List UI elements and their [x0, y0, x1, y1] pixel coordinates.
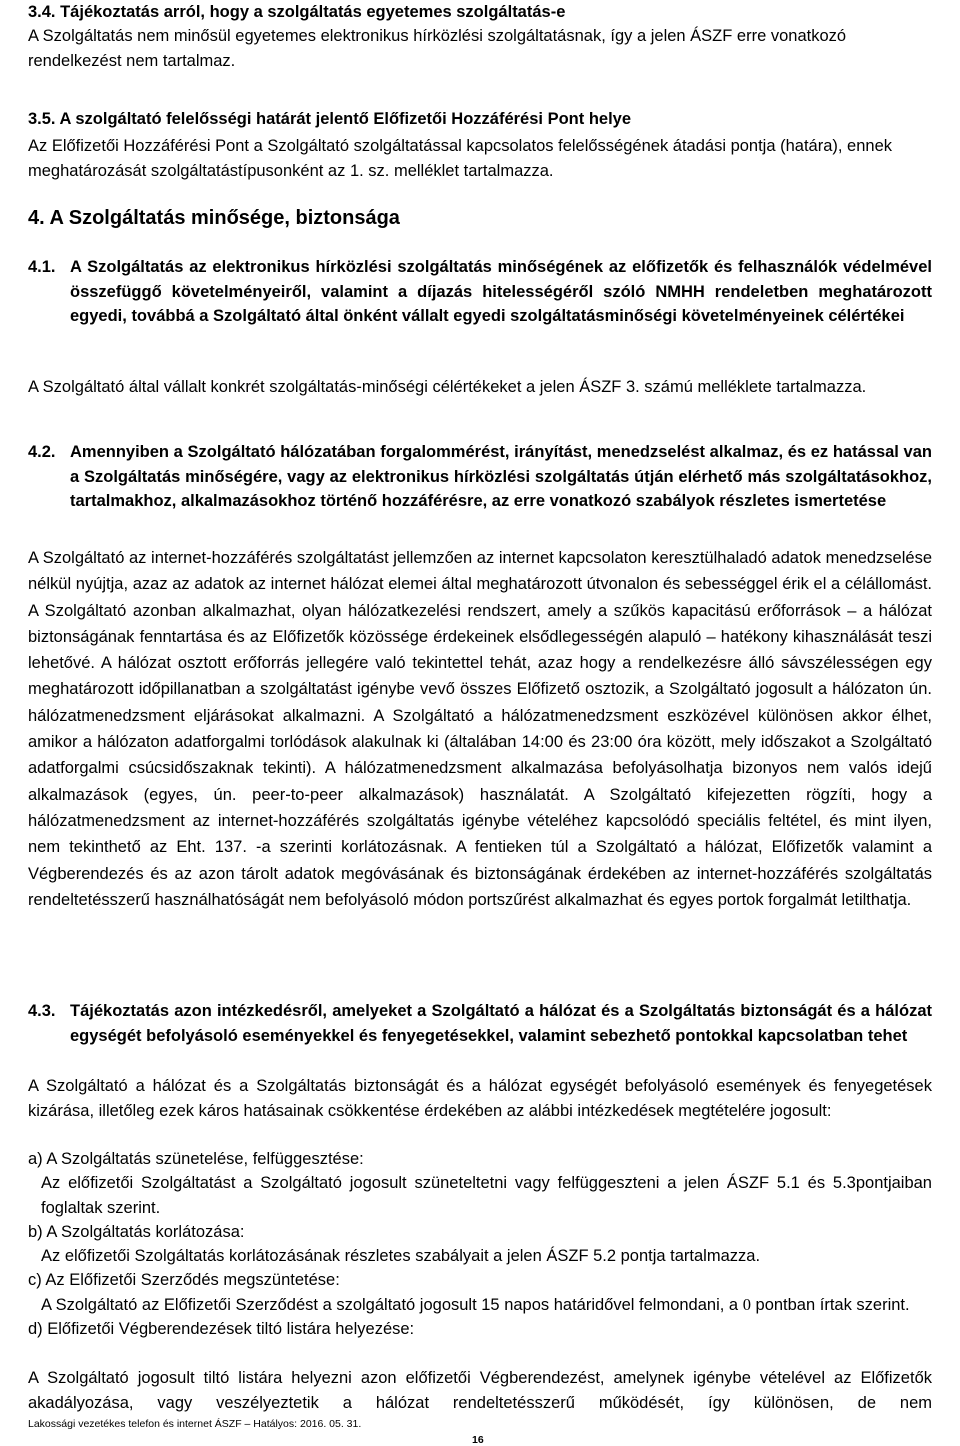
- section-4-2-title: Amennyiben a Szolgáltató hálózatában forgalommérést, irányítást, menedzselést alkalmaz, és ez hatással van a Szolgáltatás minőségére, vagy az elektronikus hírközlési szolgáltatás útján elérhető más szolgáltatásokhoz, tartalmakhoz, alkalmazásokhoz történő hozzáférésre, az erre vonatkozó szabályok részletes ismertetése: [70, 443, 932, 510]
- item-b-text: Az előfizetői Szolgáltatás korlátozásának részletes szabályait a jelen ÁSZF 5.2 pontja tartalmazza.: [41, 1247, 761, 1265]
- section-3-5-heading: 3.5. A szolgáltató felelősségi határát jelentő Előfizetői Hozzáférési Pont helye: [28, 110, 632, 128]
- section-4-1-body: A Szolgáltató által vállalt konkrét szolgáltatás-minőségi célértékeket a jelen ÁSZF 3. számú melléklete tartalmazza.: [28, 378, 867, 396]
- section-4-1-heading: [28, 255, 932, 329]
- item-b-label: b) A Szolgáltatás korlátozása:: [28, 1223, 245, 1241]
- footer-text: Lakossági vezetékes telefon és internet ÁSZF – Hatályos: 2016. 05. 31.: [28, 1418, 362, 1430]
- section-4-2-number: 4.2.: [28, 443, 56, 461]
- section-3-4-heading: 3.4. Tájékoztatás arról, hogy a szolgáltatás egyetemes szolgáltatás-e: [28, 3, 566, 21]
- section-4-3-title: Tájékoztatás azon intézkedésről, amelyeket a Szolgáltató a hálózat és a Szolgáltatás biztonságát és a hálózat egységét befolyásoló eseményekkel és fenyegetésekkel, valamint sebezhető pontokkal kapcsolatban tehet: [70, 1002, 932, 1045]
- item-c-label: c) Az Előfizetői Szerződés megszüntetése:: [28, 1271, 340, 1289]
- item-c-text-end: pontban írtak szerint.: [750, 1296, 910, 1314]
- section-4-3-heading: [28, 999, 932, 1048]
- section-4-2-heading: [28, 440, 932, 514]
- section-4-3-number: 4.3.: [28, 1002, 56, 1020]
- page-number: 16: [472, 1434, 484, 1446]
- section-4-3-body: A Szolgáltató a hálózat és a Szolgáltatás biztonságát és a hálózat egységét befolyásoló események és fenyegetések kizárása, illetőleg ezek káros hatásainak csökkentése érdekében az alábbi intézkedések megtételére jogosult:: [28, 1077, 932, 1120]
- section-3-5-body: Az Előfizetői Hozzáférési Pont a Szolgáltató szolgáltatással kapcsolatos felelősségének átadási pontja (határa), ennek meghatározását szolgáltatástípusonként az 1. sz. melléklet tartalmazza.: [28, 137, 893, 180]
- item-a-label: a) A Szolgáltatás szünetelése, felfüggesztése:: [28, 1150, 364, 1168]
- item-c-text-start: A Szolgáltató az Előfizetői Szerződést a szolgáltató jogosult 15 napos határidővel felmondani, a: [41, 1296, 743, 1314]
- section-3-4-body: A Szolgáltatás nem minősül egyetemes elektronikus hírközlési szolgáltatásnak, így a jelen ÁSZF erre vonatkozó rendelkezést nem tartalmaz.: [28, 27, 847, 70]
- item-c-text: [28, 1293, 932, 1318]
- section-4-heading: 4. A Szolgáltatás minősége, biztonsága: [28, 207, 400, 229]
- section-4-1-title: A Szolgáltatás az elektronikus hírközlési szolgáltatás minőségének az előfizetők és felhasználók védelmével összefüggő követelményeiről, valamint a díjazás hitelességéről szóló NMHH rendeletben meghatározott egyedi, továbbá a Szolgáltató által önként vállalt egyedi szolgáltatásminőségi követelményeinek célértékei: [70, 258, 932, 325]
- item-d-label: d) Előfizetői Végberendezések tiltó listára helyezése:: [28, 1320, 415, 1338]
- section-4-1-number: 4.1.: [28, 258, 56, 276]
- item-a-text: Az előfizetői Szolgáltatást a Szolgáltató jogosult szüneteltetni vagy felfüggeszteni a jelen ÁSZF 5.1 és 5.3pontjaiban foglaltak szerint.: [41, 1174, 932, 1217]
- section-4-2-body: A Szolgáltató az internet-hozzáférés szolgáltatást jellemzően az internet kapcsolaton keresztülhaladó adatok menedzselése nélkül nyújtja, azaz az adatok az internet hálózat elemei által meghatározott útvonalon és sebességgel érik el a célállomást. A Szolgáltató azonban alkalmazhat, olyan hálózatkezelési rendszert, amely a szűkös kapacitású erőforrások – a hálózat biztonságának fenntartása és az Előfizetők közössége érdekeinek elsődlegességén alapuló – hatékony kihasználását teszi lehetővé. A hálózat osztott erőforrás jellegére való tekintettel tehát, azaz hogy a rendelkezésre álló sávszélességen egy meghatározott időpillanatban a szolgáltatást igénybe vevő összes Előfizető osztozik, a Szolgáltató jogosult a hálózaton ún. hálózatmenedzsment eljárásokat alkalmazni. A Szolgáltató a hálózatmenedzsment eszközével különösen akkor élhet, amikor a hálózaton adatforgalmi torlódások alakulnak ki (általában 14:00 és 23:00 óra között, mely időszakot a Szolgáltató adatforgalmi csúcsidőszaknak tekinti). A hálózatmenedzsment alkalmazása befolyásolhatja bizonyos nem valós idejű alkalmazások (egyes, ún. peer-to-peer alkalmazások) használatát. A Szolgáltató kifejezetten rögzíti, hogy a hálózatmenedzsment az internet-hozzáférés szolgáltatás igénybe vételéhez kapcsolódó speciális feltétel, és mint ilyen, nem tekinthető az Eht. 137. -a szerinti korlátozásnak. A fentieken túl a Szolgáltató a hálózat, Előfizetők valamint a Végberendezés és az azon tárolt adatok megóvásának és biztonságának érdekében az internet-hozzáférés szolgáltatás rendeltetésszerű használhatóságát nem befolyásoló módon portszűrést alkalmazhat és egyes portok forgalmát letilthatja.: [28, 549, 932, 909]
- item-d-text: A Szolgáltató jogosult tiltó listára helyezni azon előfizetői Végberendezést, amelynek igénybe vételével az Előfizetők akadályozása, vagy veszélyeztetik a hálózat rendeltetésszerű működését, így különösen, de nem: [28, 1369, 932, 1412]
- item-c-reference: 0: [742, 1295, 751, 1314]
